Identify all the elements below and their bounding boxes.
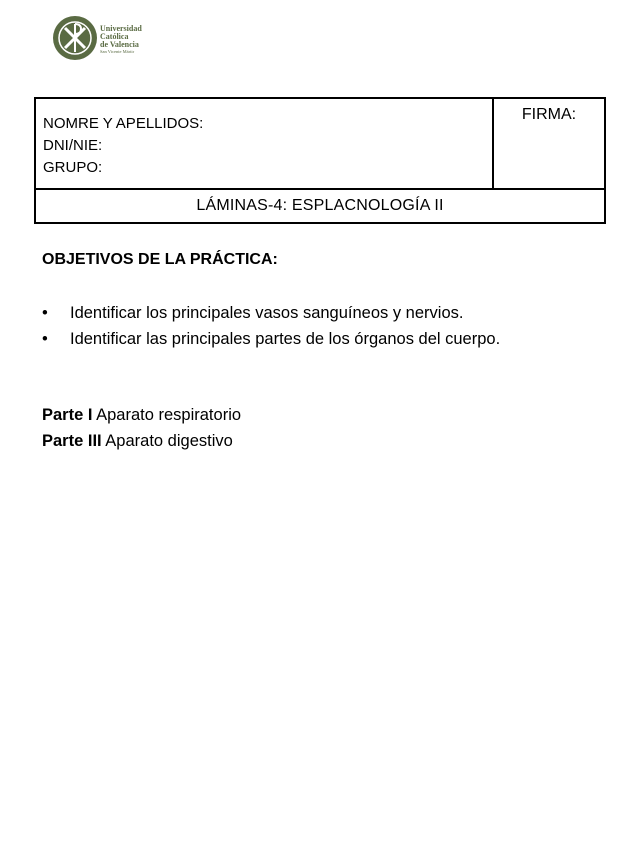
document-title-text: LÁMINAS-4: ESPLACNOLOGÍA II [196, 197, 444, 214]
part-label: Parte III [42, 432, 102, 450]
list-item [42, 402, 241, 428]
group-field[interactable]: GRUPO: [43, 159, 103, 176]
part-text: Aparato digestivo [101, 432, 233, 450]
signature-label: FIRMA: [521, 106, 577, 123]
logo-wordmark [100, 25, 142, 55]
dni-field[interactable]: DNI/NIE: [43, 137, 103, 154]
list-item [42, 428, 241, 454]
bullet-icon: • [42, 330, 48, 348]
university-seal-icon [52, 14, 98, 64]
list-item [42, 300, 500, 326]
university-logo [52, 14, 162, 64]
bullet-icon: • [42, 304, 48, 322]
logo-line-3: de Valencia [100, 40, 139, 49]
objectives-list [42, 300, 500, 352]
logo-line-1: Universidad [100, 24, 142, 33]
part-label: Parte I [42, 406, 93, 424]
objective-text: Identificar los principales vasos sanguíneos y nervios. [70, 304, 464, 322]
objectives-heading: OBJETIVOS DE LA PRÁCTICA: [42, 251, 278, 268]
part-text: Aparato respiratorio [92, 406, 242, 424]
document-title [36, 190, 604, 222]
name-field[interactable]: NOMRE Y APELLIDOS: [43, 115, 204, 132]
logo-line-2: Católica [100, 32, 129, 41]
signature-field[interactable] [494, 99, 604, 190]
logo-subline: San Vicente Mártir [100, 49, 135, 54]
student-info-table [34, 97, 606, 224]
student-info-cell [36, 99, 494, 190]
parts-list [42, 402, 241, 454]
list-item [42, 326, 500, 352]
objective-text: Identificar las principales partes de los órganos del cuerpo. [70, 330, 501, 348]
